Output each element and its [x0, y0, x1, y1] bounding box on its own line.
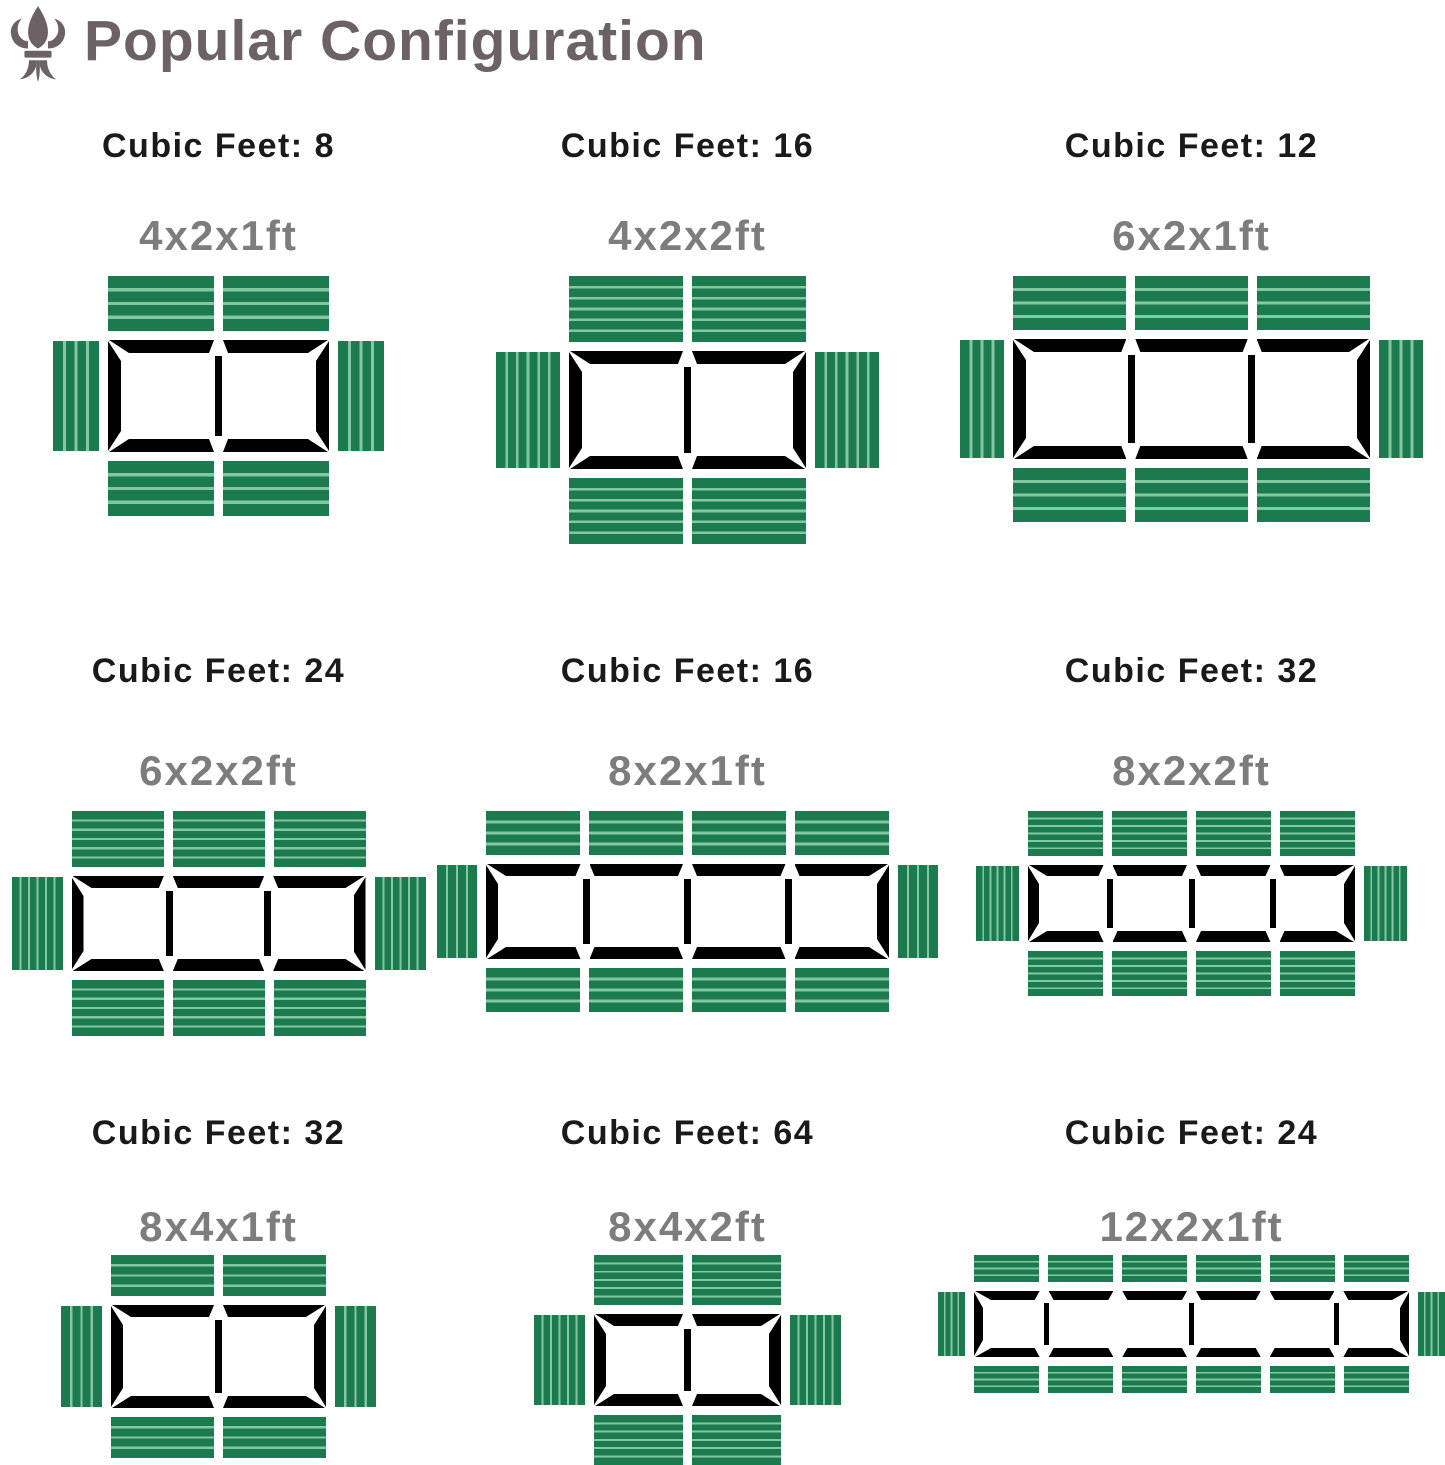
- wall-panel-top: [1280, 811, 1355, 856]
- configuration-block: [938, 1113, 1445, 1465]
- bed-frame: [72, 876, 366, 971]
- bed-frame: [111, 1305, 326, 1408]
- frame-divider: [1044, 1303, 1049, 1345]
- frame-border-bottom-segment: [223, 439, 328, 452]
- frame-border-top-strip: [109, 340, 328, 353]
- page-header: [0, 0, 1445, 90]
- panel-row-top: [61, 1255, 376, 1296]
- wall-panel-bottom: [1257, 468, 1370, 522]
- frame-divider: [1189, 1303, 1194, 1345]
- cubic-feet-label: Cubic Feet: 32: [1064, 652, 1319, 690]
- wall-panel-bottom: [569, 478, 683, 544]
- wall-panel-bottom: [173, 980, 265, 1036]
- frame-border-bottom-segment: [1196, 931, 1271, 942]
- cubic-feet-label: Cubic Feet: 16: [560, 127, 815, 165]
- frame-border-top-segment: [1343, 1291, 1408, 1300]
- wall-panel-top: [569, 276, 683, 342]
- panel-row-top: [12, 811, 426, 867]
- frame-border-right: [314, 1306, 326, 1407]
- dimensions-label: 6x2x1ft: [1112, 212, 1271, 259]
- bed-frame: [486, 864, 889, 959]
- wall-panel-top: [1048, 1255, 1113, 1282]
- diagram-middle-row: [12, 876, 426, 971]
- frame-border-bottom-segment: [692, 1394, 780, 1406]
- wall-panel-bottom: [1013, 468, 1126, 522]
- frame-border-top-segment: [570, 351, 683, 364]
- panel-row-top: [976, 811, 1407, 856]
- frame-border-top-segment: [487, 864, 581, 876]
- dimensions-label: 4x2x2ft: [608, 212, 767, 259]
- diagram-middle-row: [496, 351, 879, 469]
- wall-panel-bottom: [1112, 951, 1187, 996]
- frame-border-top-segment: [273, 876, 364, 888]
- wall-panel-bottom: [223, 461, 329, 516]
- panel-row-bottom: [437, 968, 938, 1012]
- frame-border-bottom-segment: [1113, 931, 1188, 942]
- frame-border-top-segment: [692, 1314, 780, 1326]
- configuration-block: [938, 126, 1445, 651]
- frame-border-bottom-segment: [795, 947, 889, 959]
- wall-panel-right: [1379, 340, 1423, 458]
- frame-border-right: [1344, 866, 1355, 941]
- frame-border-bottom-segment: [73, 959, 164, 971]
- frame-divider: [1334, 1303, 1339, 1345]
- wall-panel-top: [974, 1255, 1039, 1282]
- wall-panel-bottom: [1048, 1366, 1113, 1393]
- configuration-block: [437, 1113, 938, 1465]
- panel-row-bottom: [61, 1417, 376, 1458]
- dimensions-label: 8x4x2ft: [608, 1203, 767, 1250]
- panel-row-bottom: [496, 478, 879, 544]
- wall-panel-right: [338, 341, 384, 451]
- bed-frame: [594, 1314, 781, 1406]
- frame-border-left: [1013, 340, 1026, 458]
- configuration-block: [437, 126, 938, 651]
- dimensions-label: 4x2x1ft: [139, 212, 298, 259]
- frame-border-right: [793, 352, 806, 468]
- frame-border-bottom-segment: [570, 456, 683, 469]
- frame-border-top-strip: [1014, 339, 1369, 352]
- wall-panel-right: [790, 1315, 841, 1405]
- frame-border-bottom-segment: [487, 947, 581, 959]
- wall-panel-top: [692, 1255, 781, 1305]
- frame-border-right: [1400, 1292, 1409, 1356]
- diagram-middle-row: [53, 340, 384, 452]
- diagram-middle-row: [976, 865, 1407, 942]
- frame-divider: [1107, 879, 1113, 928]
- wall-panel-bottom: [108, 461, 214, 516]
- frame-border-right: [877, 865, 889, 958]
- wall-panel-top: [108, 276, 214, 331]
- frame-divider: [264, 891, 271, 956]
- cubic-feet-label: Cubic Feet: 24: [91, 652, 346, 690]
- wall-panel-bottom: [72, 980, 164, 1036]
- frame-border-top-segment: [1257, 339, 1369, 352]
- frame-border-top-segment: [223, 1305, 325, 1317]
- wall-panel-bottom: [1135, 468, 1248, 522]
- bed-frame: [569, 351, 806, 469]
- wall-panel-top: [486, 811, 580, 855]
- wall-panel-top: [274, 811, 366, 867]
- panel-row-bottom: [12, 980, 426, 1036]
- frame-divider: [684, 367, 691, 453]
- wall-panel-left: [938, 1292, 965, 1356]
- frame-border-top-segment: [112, 1305, 214, 1317]
- bed-diagram: [938, 1255, 1445, 1393]
- bed-frame: [974, 1291, 1409, 1357]
- frame-border-bottom-strip: [112, 1396, 325, 1408]
- wall-panel-top: [1135, 276, 1248, 330]
- wall-panel-right: [1364, 866, 1407, 941]
- panel-row-top: [534, 1255, 841, 1305]
- wall-panel-right: [898, 865, 938, 958]
- frame-border-bottom-strip: [595, 1394, 780, 1406]
- frame-border-bottom-segment: [273, 959, 364, 971]
- configuration-block: [0, 126, 437, 651]
- frame-divider: [1248, 355, 1255, 443]
- frame-divider: [166, 891, 173, 956]
- frame-border-top-segment: [975, 1291, 1040, 1300]
- frame-border-top-segment: [1270, 1291, 1335, 1300]
- frame-border-top-segment: [692, 351, 805, 364]
- wall-panel-bottom: [111, 1417, 214, 1458]
- frame-border-bottom-strip: [975, 1348, 1408, 1357]
- wall-panel-bottom: [1196, 951, 1271, 996]
- frame-border-top-segment: [1113, 865, 1188, 876]
- diagram-middle-row: [960, 339, 1423, 459]
- frame-border-left: [108, 341, 121, 451]
- frame-divider: [1189, 879, 1195, 928]
- frame-border-top-segment: [1014, 339, 1126, 352]
- frame-border-bottom-strip: [1014, 446, 1369, 459]
- frame-border-top-strip: [487, 864, 888, 876]
- frame-border-top-segment: [73, 876, 164, 888]
- panel-row-bottom: [976, 951, 1407, 996]
- frame-border-bottom-segment: [1014, 446, 1126, 459]
- frame-border-bottom-segment: [1049, 1348, 1114, 1357]
- dimensions-label: 8x2x2ft: [1112, 747, 1271, 794]
- frame-border-bottom-strip: [487, 947, 888, 959]
- wall-panel-top: [795, 811, 889, 855]
- frame-border-top-strip: [975, 1291, 1408, 1300]
- frame-border-top-segment: [173, 876, 264, 888]
- wall-panel-left: [61, 1306, 102, 1407]
- wall-panel-top: [1196, 1255, 1261, 1282]
- wall-panel-right: [335, 1306, 376, 1407]
- bed-diagram: [12, 811, 426, 1036]
- frame-border-bottom-strip: [73, 959, 365, 971]
- frame-divider: [684, 879, 691, 944]
- wall-panel-top: [692, 811, 786, 855]
- frame-divider: [215, 356, 222, 436]
- frame-border-top-segment: [1122, 1291, 1187, 1300]
- cubic-feet-label: Cubic Feet: 16: [560, 652, 815, 690]
- wall-panel-bottom: [795, 968, 889, 1012]
- bed-diagram: [976, 811, 1407, 996]
- frame-border-top-strip: [73, 876, 365, 888]
- frame-border-bottom-segment: [1122, 1348, 1187, 1357]
- frame-border-bottom-segment: [223, 1396, 325, 1408]
- wall-panel-left: [534, 1315, 585, 1405]
- frame-border-bottom-segment: [1196, 1348, 1261, 1357]
- configuration-block: [0, 651, 437, 1113]
- frame-border-top-segment: [1135, 339, 1247, 352]
- frame-border-bottom-strip: [1029, 931, 1354, 942]
- wall-panel-left: [437, 865, 477, 958]
- bed-diagram: [496, 276, 879, 544]
- frame-border-top-strip: [570, 351, 805, 364]
- panel-row-bottom: [960, 468, 1423, 522]
- wall-panel-left: [976, 866, 1019, 941]
- frame-border-left: [72, 877, 84, 970]
- configuration-block: [938, 651, 1445, 1113]
- wall-panel-bottom: [1270, 1366, 1335, 1393]
- bed-diagram: [53, 276, 384, 516]
- wall-panel-right: [815, 352, 879, 468]
- wall-panel-left: [496, 352, 560, 468]
- frame-border-bottom-segment: [595, 1394, 683, 1406]
- cubic-feet-label: Cubic Feet: 8: [102, 127, 335, 165]
- frame-border-bottom-segment: [692, 456, 805, 469]
- wall-panel-bottom: [692, 968, 786, 1012]
- panel-row-top: [496, 276, 879, 342]
- cubic-feet-label: Cubic Feet: 32: [91, 1114, 346, 1152]
- bed-diagram: [534, 1255, 841, 1465]
- wall-panel-left: [53, 341, 99, 451]
- wall-panel-top: [1344, 1255, 1409, 1282]
- wall-panel-bottom: [1280, 951, 1355, 996]
- wall-panel-top: [594, 1255, 683, 1305]
- wall-panel-right: [1418, 1292, 1445, 1356]
- wall-panel-bottom: [692, 478, 806, 544]
- wall-panel-bottom: [974, 1366, 1039, 1393]
- wall-panel-bottom: [1196, 1366, 1261, 1393]
- frame-border-top-segment: [1280, 865, 1355, 876]
- frame-divider: [1128, 355, 1135, 443]
- fleur-de-lis-icon: [8, 6, 68, 82]
- wall-panel-bottom: [1122, 1366, 1187, 1393]
- frame-border-bottom-segment: [1029, 931, 1104, 942]
- frame-border-top-segment: [1196, 865, 1271, 876]
- wall-panel-left: [12, 877, 63, 970]
- panel-row-bottom: [53, 461, 384, 516]
- wall-panel-bottom: [589, 968, 683, 1012]
- panel-row-top: [960, 276, 1423, 330]
- bed-diagram: [437, 811, 938, 1012]
- frame-border-bottom-segment: [975, 1348, 1040, 1357]
- frame-border-left: [974, 1292, 983, 1356]
- frame-border-bottom-segment: [1343, 1348, 1408, 1357]
- bed-diagram: [960, 276, 1423, 522]
- diagram-middle-row: [61, 1305, 376, 1408]
- frame-border-top-segment: [590, 864, 684, 876]
- frame-border-bottom-segment: [109, 439, 214, 452]
- dimensions-label: 6x2x2ft: [139, 747, 298, 794]
- wall-panel-top: [1257, 276, 1370, 330]
- wall-panel-bottom: [1344, 1366, 1409, 1393]
- bed-frame: [108, 340, 329, 452]
- frame-divider: [215, 1320, 222, 1393]
- dimensions-label: 12x2x1ft: [1099, 1203, 1284, 1250]
- dimensions-label: 8x4x1ft: [139, 1203, 298, 1250]
- panel-row-top: [938, 1255, 1445, 1282]
- frame-border-right: [354, 877, 366, 970]
- frame-border-top-segment: [692, 864, 786, 876]
- wall-panel-top: [1196, 811, 1271, 856]
- frame-divider: [684, 1329, 691, 1391]
- page-title: Popular Configuration: [84, 9, 707, 73]
- configuration-block: [437, 651, 938, 1113]
- wall-panel-bottom: [274, 980, 366, 1036]
- frame-border-bottom-segment: [173, 959, 264, 971]
- wall-panel-top: [223, 276, 329, 331]
- panel-row-bottom: [938, 1366, 1445, 1393]
- frame-divider: [583, 879, 590, 944]
- frame-border-top-segment: [795, 864, 889, 876]
- frame-border-top-segment: [1049, 1291, 1114, 1300]
- frame-border-top-strip: [112, 1305, 325, 1317]
- frame-border-left: [594, 1315, 606, 1405]
- frame-border-top-strip: [1029, 865, 1354, 876]
- wall-panel-top: [692, 276, 806, 342]
- wall-panel-top: [72, 811, 164, 867]
- wall-panel-top: [223, 1255, 326, 1296]
- wall-panel-bottom: [486, 968, 580, 1012]
- frame-border-bottom-segment: [590, 947, 684, 959]
- wall-panel-bottom: [1028, 951, 1103, 996]
- frame-border-bottom-segment: [1135, 446, 1247, 459]
- frame-border-bottom-segment: [1270, 1348, 1335, 1357]
- wall-panel-top: [589, 811, 683, 855]
- dimensions-label: 8x2x1ft: [608, 747, 767, 794]
- frame-border-top-segment: [1196, 1291, 1261, 1300]
- frame-border-left: [486, 865, 498, 958]
- configuration-block: [0, 1113, 437, 1465]
- frame-border-bottom-segment: [1257, 446, 1369, 459]
- cubic-feet-label: Cubic Feet: 24: [1064, 1114, 1319, 1152]
- wall-panel-top: [1028, 811, 1103, 856]
- frame-border-left: [569, 352, 582, 468]
- frame-border-bottom-strip: [570, 456, 805, 469]
- diagram-middle-row: [534, 1314, 841, 1406]
- cubic-feet-label: Cubic Feet: 64: [560, 1114, 815, 1152]
- configuration-grid: [0, 126, 1445, 1465]
- wall-panel-top: [1122, 1255, 1187, 1282]
- frame-divider: [785, 879, 792, 944]
- wall-panel-left: [960, 340, 1004, 458]
- wall-panel-bottom: [223, 1417, 326, 1458]
- frame-border-left: [1028, 866, 1039, 941]
- frame-border-bottom-segment: [112, 1396, 214, 1408]
- frame-border-left: [111, 1306, 123, 1407]
- frame-border-top-segment: [595, 1314, 683, 1326]
- frame-divider: [1270, 879, 1276, 928]
- frame-border-bottom-segment: [1280, 931, 1355, 942]
- panel-row-top: [53, 276, 384, 331]
- wall-panel-top: [1013, 276, 1126, 330]
- frame-border-right: [1357, 340, 1370, 458]
- cubic-feet-label: Cubic Feet: 12: [1064, 127, 1319, 165]
- frame-border-top-strip: [595, 1314, 780, 1326]
- wall-panel-top: [1270, 1255, 1335, 1282]
- frame-border-right: [769, 1315, 781, 1405]
- frame-border-bottom-segment: [692, 947, 786, 959]
- wall-panel-top: [173, 811, 265, 867]
- frame-border-top-segment: [109, 340, 214, 353]
- diagram-middle-row: [938, 1291, 1445, 1357]
- frame-border-right: [316, 341, 329, 451]
- bed-frame: [1013, 339, 1370, 459]
- wall-panel-top: [1112, 811, 1187, 856]
- diagram-middle-row: [437, 864, 938, 959]
- frame-border-top-segment: [223, 340, 328, 353]
- wall-panel-top: [111, 1255, 214, 1296]
- bed-frame: [1028, 865, 1355, 942]
- wall-panel-right: [375, 877, 426, 970]
- panel-row-top: [437, 811, 938, 855]
- frame-border-top-segment: [1029, 865, 1104, 876]
- frame-border-bottom-strip: [109, 439, 328, 452]
- bed-diagram: [61, 1255, 376, 1458]
